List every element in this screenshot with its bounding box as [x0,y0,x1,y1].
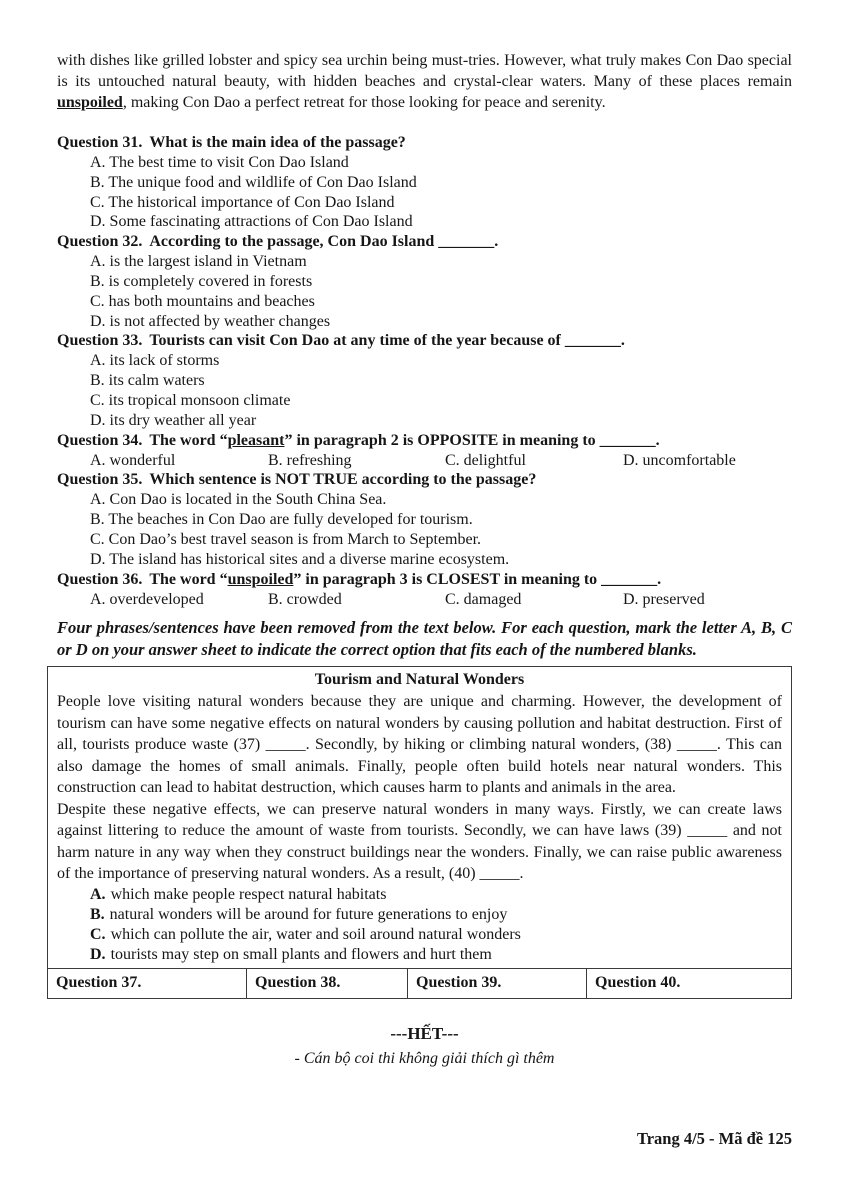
question-31-heading [57,133,792,153]
underlined-word-unspoiled-q36: unspoiled [227,570,294,588]
question-option: D. uncomfortable [623,451,736,469]
passage-continuation [57,50,792,113]
question-text-post: ” in paragraph 3 is CLOSEST in meaning to _______. [293,570,662,588]
end-marker: ---HẾT--- [390,1023,459,1043]
underlined-word-unspoiled: unspoiled [57,94,123,111]
question-option: A. wonderful [90,451,176,469]
question-option: C. damaged [445,590,522,608]
option-text: tourists may step on small plants and flowers and hurt them [110,945,492,963]
question-text: Which sentence is NOT TRUE according to the passage? [149,471,537,489]
cloze-paragraph-2: Despite these negative effects, we can preserve natural wonders in many ways. Firstly, we can create laws against littering to reduce the amount of waste from tourists. Secondly, we can have laws (39) _____ and not harm nature in any way when they construct buildings near the wonders. Finally, we can raise public awareness of the importance of preserving natural wonders. As a result, (40) _____. [57,800,782,883]
question-text: Tourists can visit Con Dao at any time of the year because of _______. [149,332,625,350]
question-option: D. preserved [623,590,705,608]
question-31-options [57,153,792,232]
question-label: Question 36. [57,570,143,588]
question-option: B. its calm waters [90,372,205,390]
question-option: D. its dry weather all year [90,411,257,429]
question-option: C. The historical importance of Con Dao Island [90,193,395,211]
cloze-option [90,905,782,925]
question-label: Question 35. [57,471,143,489]
question-option: A. Con Dao is located in the South China Sea. [90,491,387,509]
question-34-heading [57,431,792,451]
question-36-options [57,590,792,610]
question-option: B. refreshing [268,451,352,469]
cloze-option [90,925,782,945]
question-label: Question 34. [57,431,143,449]
option-text: which make people respect natural habitats [110,885,387,903]
question-35-options [57,490,792,569]
cloze-paragraph-1: People love visiting natural wonders because they are unique and charming. However, the development of tourism can have some negative effects on natural wonders by causing pollution and habitat destruction. First of all, tourists produce waste (37) _____. Secondly, by hiking or climbing natural wonders, (38) _____. This can also damage the homes of small animals. Finally, people often build hotels near natural wonders. This construction can lead to habitat destruction, which causes harm to plants and animals in the area. [57,693,782,797]
question-32-heading [57,232,792,252]
question-text: What is the main idea of the passage? [149,134,406,151]
option-letter: C. [90,925,106,943]
question-33 [57,331,792,430]
question-32-options [57,252,792,331]
answer-cell-38: Question 38. [246,969,407,998]
question-33-heading [57,331,792,351]
question-32 [57,232,792,331]
question-34-options [57,451,792,471]
cloze-option [90,945,782,965]
question-text-post: ” in paragraph 2 is OPPOSITE in meaning to _______. [284,431,660,449]
question-36-heading [57,570,792,590]
section-instruction: Four phrases/sentences have been removed from the text below. For each question, mark the letter A, B, C or D on your answer sheet to indicate the correct option that fits each of the numbered blanks. [57,618,792,659]
cloze-title: Tourism and Natural Wonders [314,671,525,689]
answer-cell-39: Question 39. [407,969,586,998]
answer-cell-40: Question 40. [586,969,791,998]
question-option: C. has both mountains and beaches [90,292,315,310]
question-35 [57,470,792,569]
underlined-word-pleasant: pleasant [227,431,285,449]
option-letter: B. [90,905,105,923]
cloze-options [57,885,782,965]
question-36 [57,570,792,610]
option-text: natural wonders will be around for future generations to enjoy [109,905,508,923]
question-option: D. Some fascinating attractions of Con Dao Island [90,213,413,231]
question-option: A. its lack of storms [90,352,220,370]
question-text-pre: The word “ [149,431,228,449]
cloze-option [90,885,782,905]
question-option: B. crowded [268,590,342,608]
question-31 [57,133,792,232]
questions-section [57,133,792,609]
question-label: Question 31. [57,134,143,151]
passage-text-post: , making Con Dao a perfect retreat for those looking for peace and serenity. [122,94,606,111]
answer-row [48,969,791,998]
proctor-note: - Cán bộ coi thi không giải thích gì thêm [294,1049,555,1067]
question-option: B. The beaches in Con Dao are fully developed for tourism. [90,511,473,529]
option-letter: A. [90,885,106,903]
question-option: C. Con Dao’s best travel season is from March to September. [90,530,482,548]
question-option: D. The island has historical sites and a diverse marine ecosystem. [90,550,510,568]
question-option: D. is not affected by weather changes [90,312,331,330]
question-35-heading [57,470,792,490]
question-option: A. overdeveloped [90,590,204,608]
question-option: B. The unique food and wildlife of Con Dao Island [90,173,417,191]
option-letter: D. [90,945,106,963]
option-text: which can pollute the air, water and soil around natural wonders [110,925,521,943]
question-33-options [57,351,792,430]
cloze-passage-box [48,667,791,969]
passage-text-pre: with dishes like grilled lobster and spicy sea urchin being must-tries. However, what truly makes Con Dao special is its untouched natural beauty, with hidden beaches and crystal-clear waters. Many of these places remain [57,52,792,90]
question-label: Question 33. [57,332,143,350]
question-option: A. The best time to visit Con Dao Island [90,154,349,171]
question-option: A. is the largest island in Vietnam [90,253,307,271]
answer-cell-37: Question 37. [56,973,142,991]
question-option: C. its tropical monsoon climate [90,391,291,409]
question-option: B. is completely covered in forests [90,272,313,290]
question-text-pre: The word “ [149,570,228,588]
question-34 [57,431,792,471]
question-option: C. delightful [445,451,526,469]
page-number: Trang 4/5 - Mã đề 125 [636,1128,792,1148]
cloze-table [47,666,792,999]
question-text: According to the passage, Con Dao Island _______. [149,233,499,251]
question-label: Question 32. [57,233,143,251]
